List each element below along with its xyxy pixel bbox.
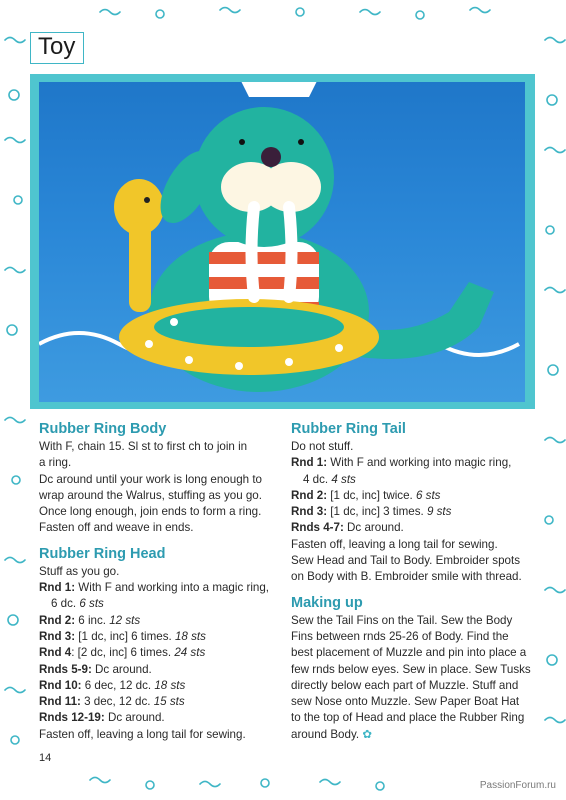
ring-head-rnd-4	[39, 645, 279, 661]
stitch-count: 6 sts	[416, 488, 441, 502]
round-label: Rnd 2:	[291, 488, 328, 502]
round-label: Rnds 5-9:	[39, 662, 92, 676]
making-up-line: Fins between rnds 25-26 of Body. Find the	[291, 629, 509, 643]
ring-tail-outro-line: Sew Head and Tail to Body. Embroider spots	[291, 554, 520, 568]
making-up-line: best placement of Muzzle and pin into place a	[291, 646, 527, 660]
ring-head-rnd-1	[39, 580, 279, 596]
ring-head-intro: Stuff as you go.	[39, 564, 120, 578]
heading-rubber-ring-body: Rubber Ring Body	[39, 421, 167, 437]
ring-tail-rnd-1	[291, 455, 531, 471]
making-up-line: around Body.	[291, 727, 360, 741]
section-title: Toy	[38, 33, 76, 60]
round-text: 6 dec, 12 dc.	[81, 678, 155, 692]
ring-head-outro: Fasten off, leaving a long tail for sewing.	[39, 727, 246, 741]
stitch-count: 24 sts	[174, 646, 206, 660]
round-text: Dc around.	[104, 711, 165, 725]
stitch-count: 12 sts	[109, 613, 141, 627]
heading-rubber-ring-head: Rubber Ring Head	[39, 545, 166, 562]
ring-body-line: wrap around the Walrus, stuffing as you go.	[39, 488, 262, 502]
round-text: [1 dc, inc] twice.	[327, 488, 416, 502]
stitch-count: 15 sts	[153, 695, 185, 709]
heading-making-up: Making up	[291, 594, 363, 611]
ring-head-rnd-11	[39, 694, 279, 710]
round-text: [1 dc, inc] 3 times.	[327, 505, 427, 519]
stitch-count: 18 sts	[174, 629, 206, 643]
round-label: Rnd 3:	[39, 629, 76, 643]
round-label: Rnds 12-19:	[39, 711, 105, 725]
round-text: 3 dec, 12 dc.	[80, 695, 154, 709]
making-up-line: Sew the Tail Fins on the Tail. Sew the Body	[291, 613, 513, 627]
ring-body-line: Dc around until your work is long enough to	[39, 472, 262, 486]
round-label: Rnd 3:	[291, 505, 328, 519]
round-text: With F and working into a magic ring,	[75, 581, 270, 595]
ring-tail-outro-line: on Body with B. Embroider smile with thread.	[291, 570, 522, 584]
right-column	[291, 420, 531, 743]
making-up-last-line	[291, 727, 531, 743]
round-label: Rnd 11:	[39, 695, 81, 709]
stitch-count: 18 sts	[154, 678, 186, 692]
round-label: Rnd 1:	[39, 581, 76, 595]
ring-tail-intro: Do not stuff.	[291, 440, 354, 453]
making-up-line: few rnds below eyes. Sew in place. Sew Tusks	[291, 662, 531, 676]
end-mark-icon: ✿	[362, 727, 373, 741]
left-column	[39, 420, 279, 743]
round-label: Rnd 2:	[39, 613, 76, 627]
ring-head-rnds-5-9	[39, 662, 279, 678]
round-text: Dc around.	[343, 521, 404, 535]
ring-head-rnds-12-19	[39, 710, 279, 726]
stitch-count: 4 sts	[331, 472, 356, 486]
walrus-toy-photo	[39, 82, 525, 402]
round-text: Dc around.	[91, 662, 152, 676]
stitch-count: 6 sts	[79, 597, 104, 611]
ring-body-line: Fasten off and weave in ends.	[39, 521, 194, 535]
ring-body-line: With F, chain 15. Sl st to first ch to join in	[39, 440, 248, 453]
ring-head-rnd-2	[39, 613, 279, 629]
ring-tail-rnds-4-7	[291, 520, 531, 536]
ring-head-rnd-3	[39, 629, 279, 645]
round-label: Rnd 4	[39, 646, 72, 660]
page-number: 14	[39, 752, 52, 764]
watermark: PassionForum.ru	[479, 780, 556, 791]
round-text: 6 inc.	[75, 613, 110, 627]
ring-body-line: Once long enough, join ends to form a ring.	[39, 505, 262, 519]
ring-head-rnd-1-cont	[39, 596, 279, 612]
ring-tail-rnd-3	[291, 504, 531, 520]
round-text: 6 dc.	[51, 597, 80, 611]
stitch-count: 9 sts	[426, 505, 452, 519]
round-text: 4 dc.	[303, 472, 332, 486]
ring-body-line: a ring.	[39, 456, 72, 470]
round-label: Rnd 10:	[39, 678, 82, 692]
ring-tail-outro-line: Fasten off, leaving a long tail for sewing.	[291, 537, 498, 551]
round-text: : [2 dc, inc] 6 times.	[71, 646, 175, 660]
heading-rubber-ring-tail: Rubber Ring Tail	[291, 421, 406, 437]
round-label: Rnds 4-7:	[291, 521, 344, 535]
ring-tail-rnd-1-cont	[291, 472, 531, 488]
ring-tail-rnd-2	[291, 488, 531, 504]
ring-head-rnd-10	[39, 678, 279, 694]
walrus-illustration	[39, 82, 525, 402]
making-up-line: sew Nose onto Muzzle. Sew Paper Boat Hat	[291, 695, 520, 709]
making-up-line: to the top of Head and place the Rubber Ring	[291, 711, 525, 725]
making-up-line: directly below each part of Muzzle. Stuff and	[291, 678, 519, 692]
round-label: Rnd 1:	[291, 456, 328, 470]
round-text: With F and working into magic ring,	[327, 456, 512, 470]
round-text: [1 dc, inc] 6 times.	[75, 629, 175, 643]
